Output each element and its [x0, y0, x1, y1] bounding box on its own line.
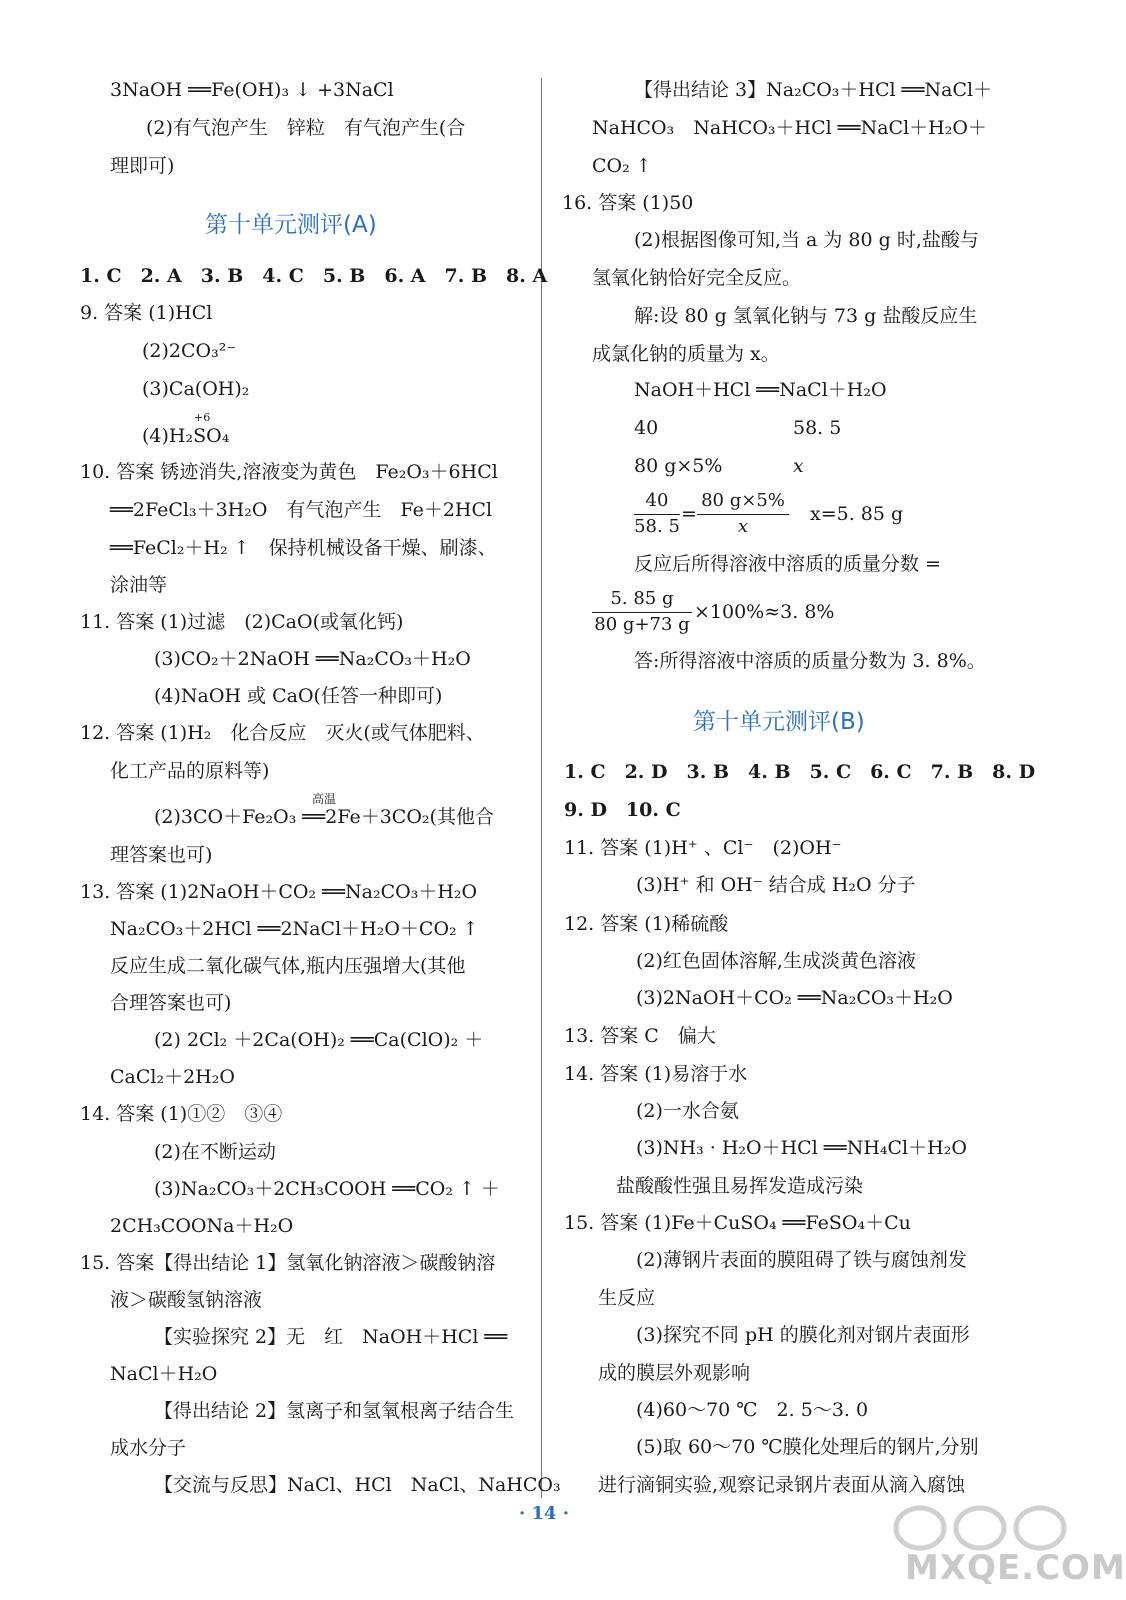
fraction-denominator: 58. 5	[634, 516, 680, 537]
answer-line: 合理答案也可)	[110, 992, 232, 1014]
answer-line: 2CH₃COONa＋H₂O	[110, 1215, 294, 1237]
answer-line: ══FeCl₂＋H₂ ↑ 保持机械设备干燥、刷漆、	[110, 537, 497, 559]
fraction-numerator: 40	[645, 490, 669, 511]
answer-line: 解:设 80 g 氢氧化钠与 73 g 盐酸反应生	[634, 305, 978, 327]
ratio-value: x	[793, 455, 804, 477]
answer-line: 反应生成二氧化碳气体,瓶内压强增大(其他	[110, 955, 466, 977]
answer-line: 11. 答案 (1)H⁺ 、Cl⁻ (2)OH⁻	[564, 837, 842, 859]
watermark-text: MXQE.COM	[905, 1548, 1126, 1588]
answer-line: 理答案也可)	[110, 844, 213, 866]
answer-line: CO₂ ↑	[592, 155, 652, 177]
answer-line: 成氯化钠的质量为 x。	[592, 343, 780, 365]
answer-line: (2)一水合氨	[636, 1100, 739, 1122]
section-title-a: 第十单元测评(A)	[205, 212, 377, 238]
fraction-bar	[634, 514, 680, 515]
answer-line: 盐酸酸性强且易挥发造成污染	[616, 1175, 864, 1197]
answer-line: (2)有气泡产生 锌粒 有气泡产生(合	[146, 117, 466, 139]
ratio-value: 80 g×5%	[634, 455, 723, 477]
answer-line: 生反应	[598, 1287, 656, 1309]
answer-line: 10. 答案 锈迹消失,溶液变为黄色 Fe₂O₃＋6HCl	[80, 461, 498, 483]
answer-line: 进行滴铜实验,观察记录钢片表面从滴入腐蚀	[598, 1474, 966, 1496]
section-title-b: 第十单元测评(B)	[693, 709, 865, 735]
fraction-mass-fraction	[592, 588, 692, 638]
answer-line: 【得出结论 3】Na₂CO₃＋HCl ══NaCl＋	[634, 79, 993, 101]
answer-line: 13. 答案 (1)2NaOH＋CO₂ ══Na₂CO₃＋H₂O	[80, 881, 478, 903]
answer-line: (2)薄钢片表面的膜阻碍了铁与腐蚀剂发	[636, 1249, 967, 1271]
answer-line: 氢氧化钠恰好完全反应。	[592, 267, 802, 289]
answer-line: (3)H⁺ 和 OH⁻ 结合成 H₂O 分子	[636, 874, 916, 896]
answer-line: (4)60～70 ℃ 2. 5～3. 0	[636, 1399, 869, 1421]
answer-line: 化工产品的原料等)	[110, 760, 270, 782]
answer-line: 16. 答案 (1)50	[562, 192, 694, 214]
answer-line: 成水分子	[110, 1437, 187, 1459]
answer-line: (3)Na₂CO₃＋2CH₃COOH ══CO₂ ↑ ＋	[154, 1178, 500, 1200]
fraction-denominator: x	[737, 516, 749, 537]
condition-mark: 高温	[312, 792, 337, 806]
answer-line: 14. 答案 (1)易溶于水	[564, 1063, 748, 1085]
answer-line: (2)在不断运动	[154, 1141, 276, 1163]
fraction-mass-over-x	[697, 490, 789, 540]
answer-line: 液＞碳酸氢钠溶液	[110, 1289, 263, 1311]
answer-line: 反应后所得溶液中溶质的质量分数 =	[634, 553, 941, 575]
fraction-40-over-58.5	[634, 490, 680, 540]
answer-line: 12. 答案 (1)H₂ 化合反应 灭火(或气体肥料、	[80, 722, 485, 744]
fraction-bar	[592, 612, 692, 613]
answer-line: Na₂CO₃＋2HCl ══2NaCl＋H₂O＋CO₂ ↑	[110, 918, 479, 940]
answer-line: 【交流与反思】NaCl、HCl NaCl、NaHCO₃	[154, 1474, 561, 1496]
fraction-numerator: 80 g×5%	[701, 490, 785, 511]
fraction-denominator: 80 g+73 g	[594, 614, 690, 635]
answer-line: 15. 答案【得出结论 1】氢氧化钠溶液＞碳酸钠溶	[80, 1252, 496, 1274]
answer-line: (3)NH₃ · H₂O＋HCl ══NH₄Cl＋H₂O	[636, 1137, 967, 1159]
valence-mark: +6	[194, 411, 211, 424]
answer-line: 【得出结论 2】氢离子和氢氧根离子结合生	[154, 1400, 515, 1422]
column-divider	[541, 78, 542, 1498]
answer-line: (4)NaOH 或 CaO(任答一种即可)	[154, 685, 443, 707]
answer-line: 9. 答案 (1)HCl	[80, 302, 213, 324]
answer-line: (2)红色固体溶解,生成淡黄色溶液	[636, 950, 916, 972]
result-line: x=5. 85 g	[810, 503, 904, 525]
choice-answers: 1. C 2. A 3. B 4. C 5. B 6. A 7. B 8. A	[80, 265, 548, 287]
answer-line: 12. 答案 (1)稀硫酸	[564, 913, 729, 935]
answer-line: 涂油等	[110, 574, 168, 596]
answer-line: 3NaOH ══Fe(OH)₃ ↓ +3NaCl	[110, 79, 394, 101]
answer-line: (4)H₂SO₄	[142, 425, 230, 447]
answer-line: 答:所得溶液中溶质的质量分数为 3. 8%。	[634, 650, 986, 672]
answer-line: 11. 答案 (1)过滤 (2)CaO(或氧化钙)	[80, 611, 404, 633]
equation-line: NaOH＋HCl ══NaCl＋H₂O	[634, 379, 887, 401]
result-line: ×100%≈3. 8%	[694, 601, 835, 623]
answer-line: NaHCO₃ NaHCO₃＋HCl ══NaCl＋H₂O＋	[592, 117, 987, 139]
answer-line: (3)CO₂＋2NaOH ══Na₂CO₃＋H₂O	[154, 648, 471, 670]
answer-line: (2) 2Cl₂ ＋2Ca(OH)₂ ══Ca(ClO)₂ ＋	[154, 1029, 484, 1051]
answer-line: NaCl＋H₂O	[110, 1363, 218, 1385]
ratio-value: 40	[634, 417, 659, 439]
fraction-bar	[697, 514, 789, 515]
fraction-numerator: 5. 85 g	[610, 588, 674, 609]
answer-line: (2)3CO＋Fe₂O₃ ══2Fe＋3CO₂(其他合	[154, 806, 494, 828]
ratio-value: 58. 5	[793, 417, 842, 439]
answer-line: 14. 答案 (1)①② ③④	[80, 1103, 283, 1125]
answer-line: (2)根据图像可知,当 a 为 80 g 时,盐酸与	[634, 229, 979, 251]
choice-answers: 9. D 10. C	[564, 799, 681, 821]
answer-line: (3)Ca(OH)₂	[142, 378, 250, 400]
answer-line: 【实验探究 2】无 红 NaOH＋HCl ══	[154, 1326, 508, 1348]
page-number: · 14 ·	[518, 1503, 570, 1524]
answer-line: 理即可)	[110, 155, 175, 177]
answer-line: (3)2NaOH＋CO₂ ══Na₂CO₃＋H₂O	[636, 987, 953, 1009]
answer-line: (3)探究不同 pH 的膜化剂对钢片表面形	[636, 1324, 970, 1346]
answer-line: ══2FeCl₃＋3H₂O 有气泡产生 Fe＋2HCl	[110, 499, 493, 521]
equals-sign: =	[681, 503, 697, 525]
answer-line: CaCl₂＋2H₂O	[110, 1066, 235, 1088]
answer-line: 13. 答案 C 偏大	[564, 1025, 716, 1047]
answer-line: 15. 答案 (1)Fe＋CuSO₄ ══FeSO₄＋Cu	[564, 1212, 911, 1234]
answer-line: 成的膜层外观影响	[598, 1362, 751, 1384]
answer-line: (5)取 60～70 ℃膜化处理后的钢片,分别	[636, 1436, 979, 1458]
answer-line: (2)2CO₃²⁻	[142, 340, 237, 362]
choice-answers: 1. C 2. D 3. B 4. B 5. C 6. C 7. B 8. D	[564, 761, 1036, 783]
